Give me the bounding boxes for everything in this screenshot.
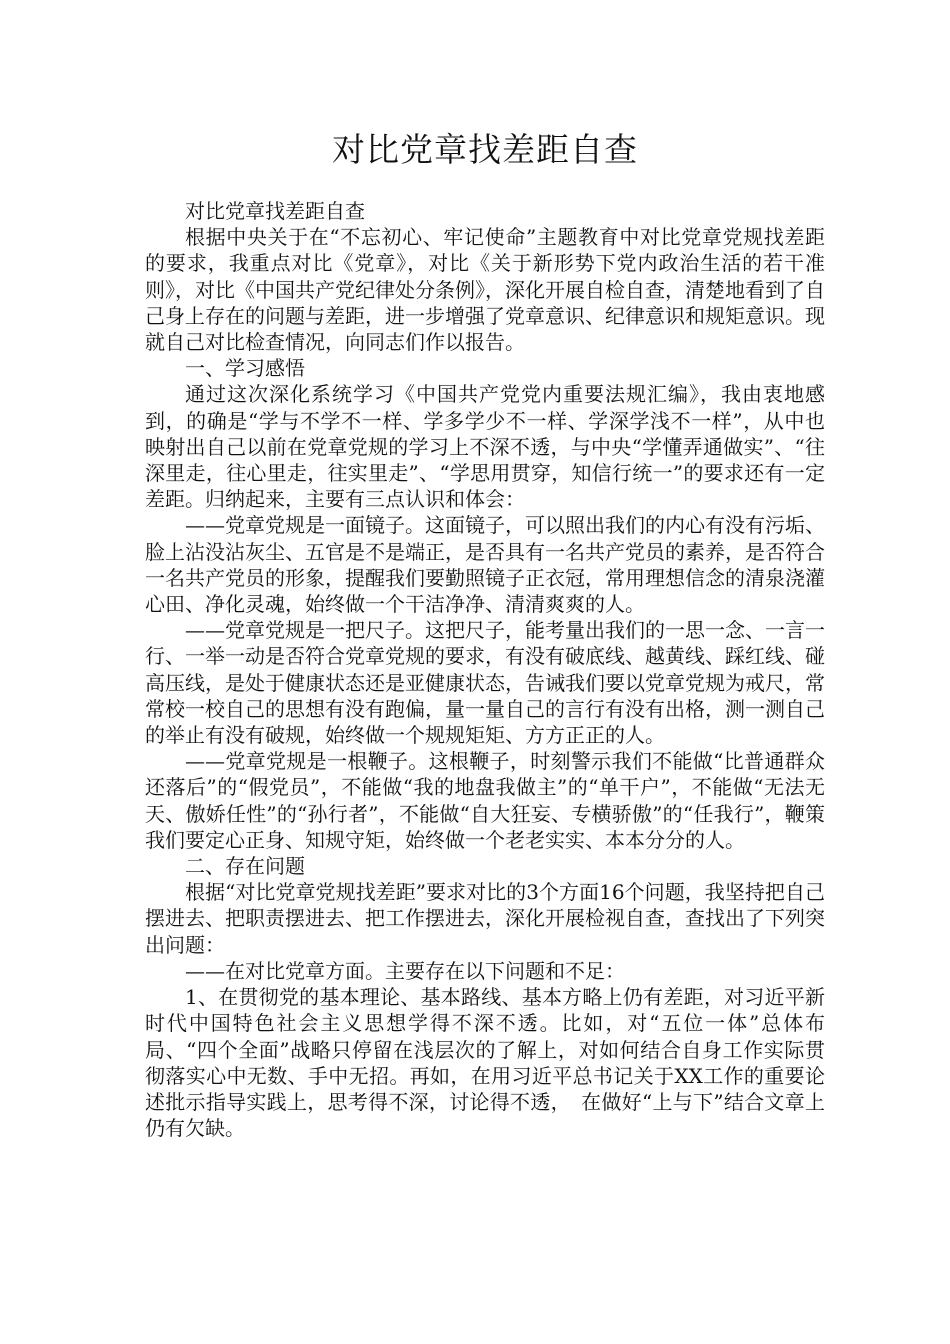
whip-paragraph: ——党章党规是一根鞭子。这根鞭子，时刻警示我们不能做“比普通群众还落后”的“假党员”，不能做“我的地盘我做主”的“单干户”，不能做“无法无天、傲娇任性”的“孙行者”，不能做“自大狂妄、专横骄傲”的“任我行”，鞭策我们要定心正身、知规守矩，始终做一个老老实实、本本分分的人。 bbox=[145, 749, 825, 852]
problem-item-1-paragraph: 1、在贯彻党的基本理论、基本路线、基本方略上仍有差距，对习近平新时代中国特色社会主义思想学得不深不透。比如，对“五位一体”总体布局、“四个全面”战略只停留在浅层次的了解上，对如何结合自身工作实际贯彻落实心中无数、手中无招。再如，在用习近平总书记关于XX工作的重要论述批示指导实践上，思考得不深，讨论得不透， 在做好“上与下”结合文章上仍有欠缺。 bbox=[145, 985, 825, 1141]
mirror-paragraph: ——党章党规是一面镜子。这面镜子，可以照出我们的内心有没有污垢、脸上沾没沾灰尘、五官是不是端正，是否具有一名共产党员的素养，是否符合一名共产党员的形象，提醒我们要勤照镜子正衣冠，常用理想信念的清泉浇灌心田、净化灵魂，始终做一个干洁净净、清清爽爽的人。 bbox=[145, 513, 825, 617]
document-title: 对比党章找差距自查 bbox=[332, 130, 638, 169]
learning-paragraph: 通过这次深化系统学习《中国共产党党内重要法规汇编》，我由衷地感到，的确是“学与不学不一样、学多学少不一样、学深学浅不一样”，从中也映射出自己以前在党章党规的学习上不深不透，与中央“学懂弄通做实”、“往深里走，往心里走，往实里走”、“学思用贯穿，知信行统一”的要求还有一定差距。归纳起来，主要有三点认识和体会： bbox=[145, 382, 825, 512]
party-constitution-comparison-paragraph: ——在对比党章方面。主要存在以下问题和不足： bbox=[185, 958, 625, 983]
section-heading-problems: 二、存在问题 bbox=[185, 854, 305, 879]
intro-paragraph: 根据中央关于在“不忘初心、牢记使命”主题教育中对比党章党规找差距的要求，我重点对比《党章》，对比《关于新形势下党内政治生活的若干准则》，对比《中国共产党纪律处分条例》，深化开展自检自查，清楚地看到了自己身上存在的问题与差距，进一步增强了党章意识、纪律意识和规矩意识。现就自己对比检查情况，向同志们作以报告。 bbox=[145, 225, 825, 355]
subtitle-paragraph: 对比党章找差距自查 bbox=[185, 199, 365, 223]
problems-intro-paragraph: 根据“对比党章党规找差距”要求对比的3个方面16个问题，我坚持把自己摆进去、把职责摆进去、把工作摆进去，深化开展检视自查，查找出了下列突出问题： bbox=[145, 880, 825, 957]
ruler-paragraph: ——党章党规是一把尺子。这把尺子，能考量出我们的一思一念、一言一行、一举一动是否符合党章党规的要求，有没有破底线、越黄线、踩红线、碰高压线，是处于健康状态还是亚健康状态，告诫我们要以党章党规为戒尺，常常校一校自己的思想有没有跑偏，量一量自己的言行有没有出格，测一测自己的举止有没有破规，始终做一个规规矩矩、方方正正的人。 bbox=[145, 618, 825, 748]
section-heading-learning: 一、学习感悟 bbox=[185, 356, 305, 381]
document-page bbox=[145, 0, 825, 1141]
document-body bbox=[145, 198, 825, 1141]
